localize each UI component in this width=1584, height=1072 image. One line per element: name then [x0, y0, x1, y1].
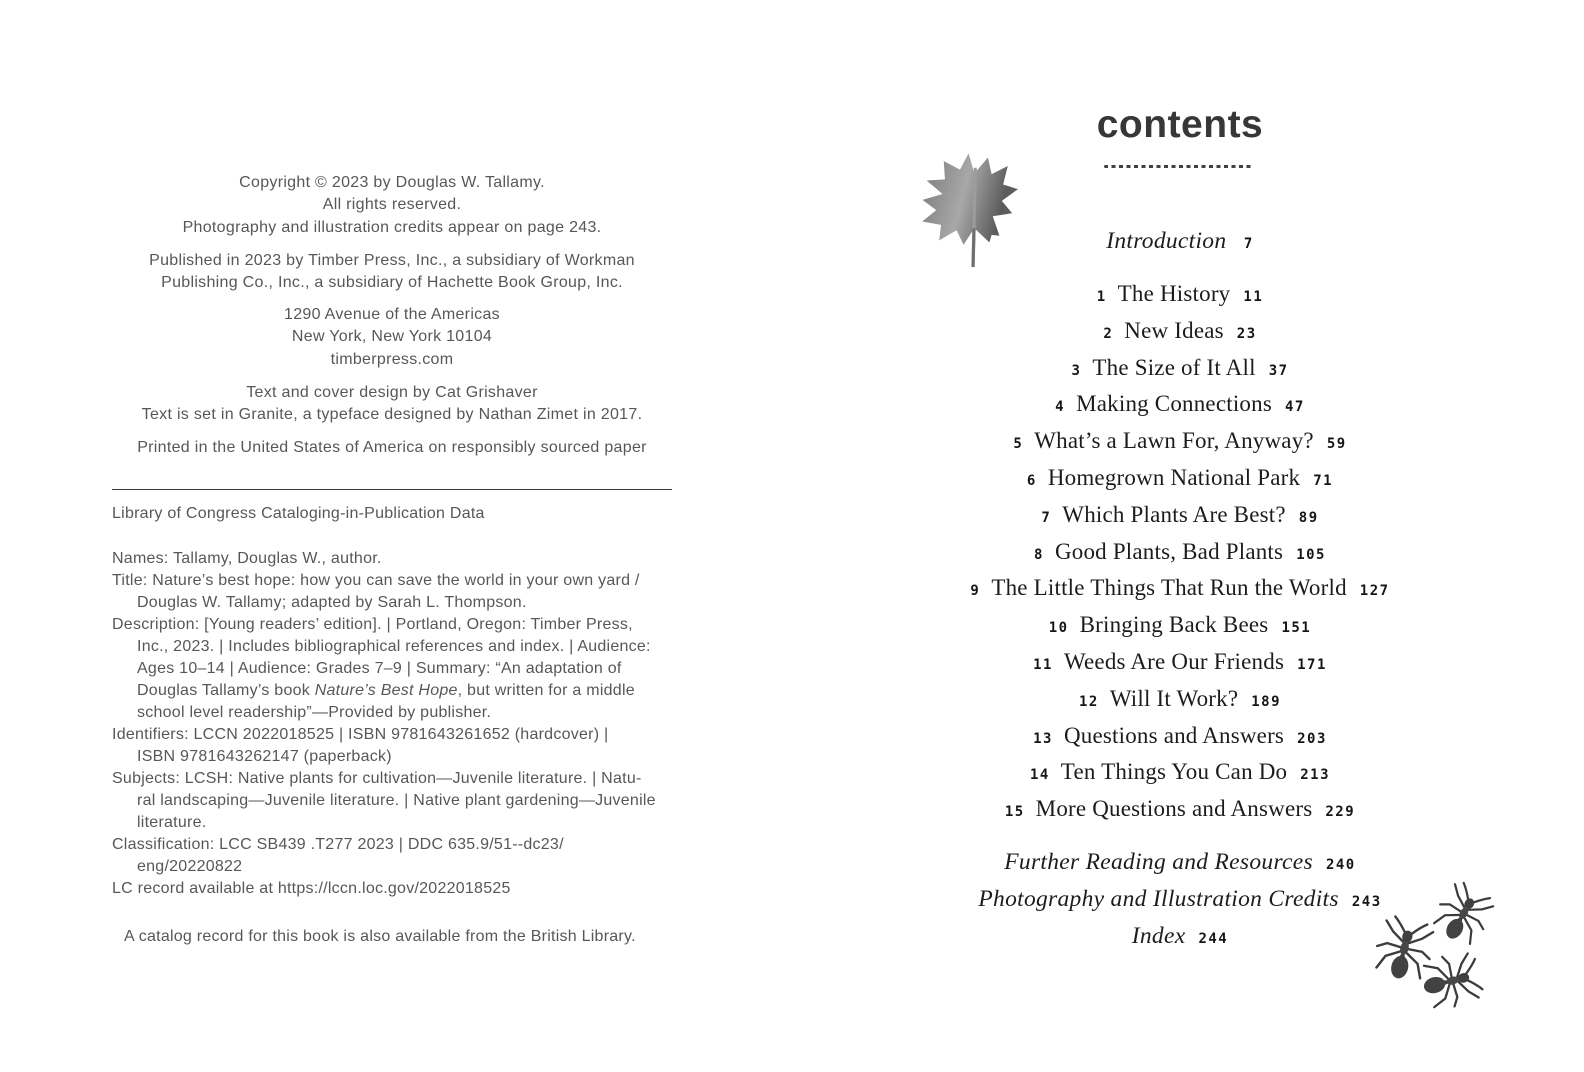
cip-subjects-cont: ral landscaping—Juvenile literature. | Native plant gardening—Juvenile — [137, 792, 656, 809]
address-line: New York, New York 10104 — [291, 328, 493, 346]
chapter-page: 127 — [1359, 583, 1390, 600]
chapter-page: 89 — [1298, 509, 1319, 526]
chapter-number: 5 — [1013, 436, 1024, 453]
toc-entry — [905, 718, 1455, 755]
toc-entry — [905, 534, 1455, 571]
cip-identifiers: Identifiers: LCCN 2022018525 | ISBN 9781643261652 (hardcover) | — [112, 726, 609, 743]
chapter-title: Which Plants Are Best? — [1062, 501, 1286, 527]
publisher-website: timberpress.com — [330, 350, 454, 368]
chapter-title: Bringing Back Bees — [1079, 612, 1269, 638]
cip-classification: Classification: LCC SB439 .T277 2023 | DDC 635.9/51--dc23/ — [112, 836, 564, 853]
toc-entry — [905, 681, 1455, 718]
toc-entry — [905, 607, 1455, 644]
credits-line: Photography and illustration credits appear on page 243. — [182, 218, 602, 236]
cip-text: Douglas Tallamy’s book — [137, 682, 315, 699]
chapter-number: 15 — [1004, 804, 1025, 821]
cip-description-cont: school level readership”—Provided by publisher. — [137, 704, 492, 721]
chapter-title: The Little Things That Run the World — [991, 575, 1347, 601]
page-title: contents — [1096, 103, 1264, 146]
chapter-page: 11 — [1243, 289, 1264, 305]
toc-entry — [905, 497, 1455, 534]
cip-description: Description: [Young readers’ edition]. | Portland, Oregon: Timber Press, — [112, 616, 633, 633]
chapter-number: 14 — [1029, 767, 1050, 784]
publisher-line: Published in 2023 by Timber Press, Inc., a subsidiary of Workman — [149, 252, 635, 269]
chapter-page: 105 — [1296, 546, 1326, 563]
toc-entry — [905, 791, 1455, 828]
cip-description-cont — [112, 680, 688, 702]
cip-heading: Library of Congress Cataloging-in-Publication Data — [112, 505, 485, 522]
cip-data — [112, 548, 688, 900]
chapter-title: Weeds Are Our Friends — [1063, 648, 1285, 674]
back-matter-page: 243 — [1351, 894, 1382, 910]
cip-subjects: Subjects: LCSH: Native plants for cultivation—Juvenile literature. | Natu- — [112, 770, 642, 787]
cip-identifiers-cont: ISBN 9781643262147 (paperback) — [137, 748, 392, 765]
chapter-page: 189 — [1251, 693, 1282, 710]
address-line: 1290 Avenue of the Americas — [284, 306, 500, 323]
intro-page: 7 — [1243, 236, 1254, 252]
chapter-number: 4 — [1055, 399, 1066, 416]
chapter-page: 203 — [1297, 730, 1327, 747]
british-library-note: A catalog record for this book is also available from the British Library. — [124, 928, 636, 945]
chapter-number: 3 — [1071, 362, 1082, 379]
cip-description-cont: Inc., 2023. | Includes bibliographical references and index. | Audience: — [137, 638, 651, 655]
chapter-number: 12 — [1078, 693, 1099, 710]
toc-intro-entry — [905, 225, 1455, 257]
book-title-italic: Nature’s Best Hope — [314, 682, 458, 699]
chapter-number: 9 — [970, 583, 981, 600]
chapter-title: The History — [1117, 281, 1231, 306]
chapter-page: 229 — [1325, 804, 1356, 821]
design-credit — [112, 382, 672, 427]
cip-title-cont: Douglas W. Tallamy; adapted by Sarah L. Thompson. — [137, 594, 527, 611]
copyright-line: Copyright © 2023 by Douglas W. Tallamy. — [239, 174, 545, 191]
design-line: Text and cover design by Cat Grishaver — [246, 384, 538, 401]
chapter-page: 171 — [1297, 656, 1327, 673]
chapter-title: Will It Work? — [1109, 685, 1239, 711]
chapter-title: Good Plants, Bad Plants — [1054, 538, 1284, 564]
typeface-line: Text is set in Granite, a typeface designed by Nathan Zimet in 2017. — [141, 406, 643, 424]
toc-entry — [905, 423, 1455, 460]
dotted-rule — [1104, 165, 1254, 168]
chapter-page: 59 — [1326, 436, 1347, 453]
cip-title: Title: Nature’s best hope: how you can save the world in your own yard / — [112, 572, 640, 589]
toc-entry — [905, 644, 1455, 681]
toc-chapter-list — [905, 276, 1455, 828]
chapter-title: What’s a Lawn For, Anyway? — [1034, 428, 1314, 454]
intro-label: Introduction — [1106, 228, 1227, 254]
toc-entry — [905, 460, 1455, 497]
chapter-page: 71 — [1313, 472, 1334, 489]
chapter-page: 37 — [1268, 362, 1289, 379]
divider-rule — [112, 489, 672, 490]
chapter-title: Making Connections — [1076, 391, 1272, 417]
cip-classification-cont: eng/20220822 — [137, 858, 243, 875]
ants-icon — [1355, 872, 1505, 1017]
toc-entry — [905, 754, 1455, 791]
cip-text: , but written for a middle — [457, 682, 635, 699]
chapter-title: The Size of It All — [1092, 354, 1256, 380]
chapter-page: 23 — [1236, 325, 1257, 342]
chapter-number: 6 — [1026, 472, 1037, 489]
chapter-page: 151 — [1281, 620, 1312, 637]
chapter-number: 13 — [1033, 730, 1053, 747]
rights-line: All rights reserved. — [322, 196, 462, 214]
toc-entry — [905, 350, 1455, 387]
back-matter-page: 244 — [1198, 931, 1229, 947]
cip-names: Names: Tallamy, Douglas W., author. — [112, 550, 382, 567]
toc-entry — [905, 276, 1455, 313]
toc-entry — [905, 570, 1455, 607]
chapter-number: 11 — [1033, 656, 1053, 673]
copyright-notice — [112, 172, 672, 239]
back-matter-page: 240 — [1325, 857, 1356, 873]
chapter-title: Questions and Answers — [1063, 722, 1285, 748]
cip-subjects-cont: literature. — [137, 814, 207, 831]
cip-lc-record: LC record available at https://lccn.loc.gov/2022018525 — [112, 880, 511, 897]
publisher-notice — [112, 250, 672, 295]
chapter-number: 7 — [1041, 509, 1052, 526]
back-matter-label: Photography and Illustration Credits — [978, 886, 1339, 912]
chapter-number: 1 — [1096, 289, 1107, 305]
printed-line: Printed in the United States of America on responsibly sourced paper — [137, 439, 647, 456]
printed-notice — [112, 437, 672, 459]
chapter-number: 8 — [1034, 546, 1044, 563]
chapter-title: Homegrown National Park — [1047, 464, 1301, 490]
toc-entry — [905, 386, 1455, 423]
chapter-page: 213 — [1300, 767, 1331, 784]
chapter-title: Ten Things You Can Do — [1060, 759, 1288, 785]
chapter-number: 2 — [1103, 325, 1114, 342]
back-matter-label: Index — [1131, 923, 1186, 949]
chapter-title: New Ideas — [1124, 317, 1224, 343]
back-matter-label: Further Reading and Resources — [1004, 849, 1313, 875]
chapter-title: More Questions and Answers — [1035, 796, 1313, 822]
chapter-page: 47 — [1284, 399, 1305, 416]
chapter-number: 10 — [1048, 620, 1069, 637]
toc-entry — [905, 313, 1455, 350]
cip-description-cont: Ages 10–14 | Audience: Grades 7–9 | Summary: “An adaptation of — [137, 660, 622, 677]
publisher-address — [112, 304, 672, 371]
publisher-line: Publishing Co., Inc., a subsidiary of Hachette Book Group, Inc. — [161, 274, 623, 292]
